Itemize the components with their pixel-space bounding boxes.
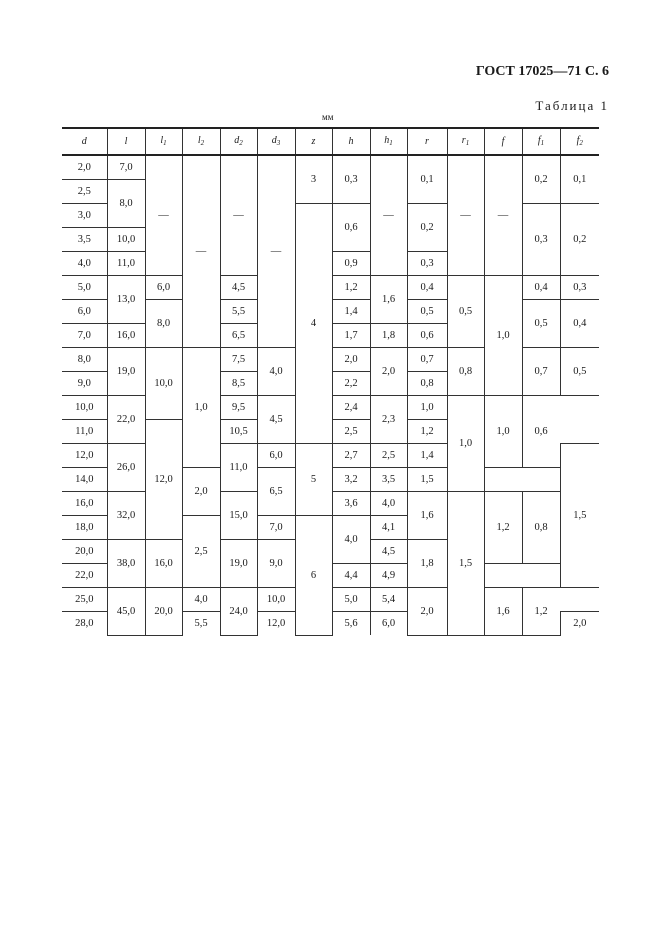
table-cell: 7,5 xyxy=(220,348,257,372)
table-cell: 12,0 xyxy=(62,444,107,468)
table-cell: 5 xyxy=(295,444,332,516)
table-cell: 1,5 xyxy=(407,468,447,492)
table-cell: 1,5 xyxy=(560,444,599,588)
table-cell: 4 xyxy=(295,204,332,444)
table-cell: 9,0 xyxy=(257,540,295,588)
table-cell: 22,0 xyxy=(107,396,145,444)
table-cell: 0,3 xyxy=(560,276,599,300)
table-cell: 1,2 xyxy=(522,588,560,636)
table-cell: 0,6 xyxy=(332,204,370,252)
table-cell: 2,0 xyxy=(332,348,370,372)
table-cell: 11,0 xyxy=(62,420,107,444)
table-cell: 4,0 xyxy=(332,516,370,564)
data-table xyxy=(62,127,599,636)
column-header xyxy=(370,128,407,155)
table-cell: 2,0 xyxy=(407,588,447,636)
table-cell: 2,0 xyxy=(182,468,220,516)
column-header-symbol: l xyxy=(124,136,128,147)
table-cell: 1,2 xyxy=(407,420,447,444)
table-cell: 5,4 xyxy=(370,588,407,612)
table-caption: Таблица 1 xyxy=(535,98,609,113)
table-cell: 0,5 xyxy=(522,300,560,348)
table-cell: 0,5 xyxy=(447,276,484,348)
table-cell: 5,5 xyxy=(182,612,220,636)
table-cell: 1,4 xyxy=(407,444,447,468)
table-cell: 5,0 xyxy=(62,276,107,300)
column-header xyxy=(447,128,484,155)
table-cell: 5,5 xyxy=(220,300,257,324)
table-cell: 0,5 xyxy=(560,348,599,396)
column-header-symbol: r xyxy=(425,136,429,147)
table-cell: 10,0 xyxy=(145,348,182,420)
table-cell: 13,0 xyxy=(107,276,145,324)
table-cell: 15,0 xyxy=(220,492,257,540)
table-cell: 4,0 xyxy=(370,492,407,516)
table-cell: 4,9 xyxy=(370,564,407,588)
table-cell: 0,3 xyxy=(407,252,447,276)
table-cell: 0,6 xyxy=(522,396,560,468)
table-cell: 12,0 xyxy=(257,612,295,636)
table-cell: 4,5 xyxy=(257,396,295,444)
column-header xyxy=(407,128,447,155)
table-cell: 38,0 xyxy=(107,540,145,588)
table-cell: 19,0 xyxy=(107,348,145,396)
column-header xyxy=(522,128,560,155)
table-cell: 7,0 xyxy=(257,516,295,540)
table-cell: 25,0 xyxy=(62,588,107,612)
table-cell: 20,0 xyxy=(62,540,107,564)
table-cell: 10,5 xyxy=(220,420,257,444)
table-cell: 8,0 xyxy=(145,300,182,348)
table-cell: 1,0 xyxy=(484,276,522,396)
table-cell: 1,5 xyxy=(447,492,484,636)
column-header-symbol: d xyxy=(81,136,87,147)
table-cell: 0,5 xyxy=(407,300,447,324)
table-cell: 14,0 xyxy=(62,468,107,492)
table-cell: 9,5 xyxy=(220,396,257,420)
column-header xyxy=(62,128,107,155)
table-cell: 0,1 xyxy=(560,155,599,204)
table-cell: 16,0 xyxy=(107,324,145,348)
table-cell: 1,2 xyxy=(332,276,370,300)
column-header xyxy=(295,128,332,155)
table-cell: 0,4 xyxy=(522,276,560,300)
table-cell: 0,8 xyxy=(522,492,560,564)
table-cell: 4,5 xyxy=(220,276,257,300)
table-cell: 7,0 xyxy=(107,155,145,180)
table-cell: 3,6 xyxy=(332,492,370,516)
table-cell: 0,2 xyxy=(407,204,447,252)
table-cell: — xyxy=(145,155,182,276)
table-cell: 0,1 xyxy=(407,155,447,204)
table-cell: 11,0 xyxy=(220,444,257,492)
table-cell: 0,6 xyxy=(407,324,447,348)
table-cell: 8,5 xyxy=(220,372,257,396)
table-cell: 9,0 xyxy=(62,372,107,396)
table-cell: 2,3 xyxy=(370,396,407,444)
table-cell: 5,0 xyxy=(332,588,370,612)
column-header-symbol: z xyxy=(311,136,316,147)
table-body xyxy=(62,155,599,635)
table-cell: 1,0 xyxy=(484,396,522,468)
table-cell: 0,8 xyxy=(407,372,447,396)
column-header xyxy=(257,128,295,155)
table-cell: 3 xyxy=(295,155,332,204)
table-cell: 3,5 xyxy=(370,468,407,492)
table-cell: 24,0 xyxy=(220,588,257,636)
column-header-symbol: f xyxy=(537,134,541,146)
table-cell: 1,0 xyxy=(182,348,220,468)
table-cell: 22,0 xyxy=(62,564,107,588)
column-header-subscript: 1 xyxy=(465,138,470,147)
column-header xyxy=(484,128,522,155)
table-cell: 0,4 xyxy=(560,300,599,348)
table-cell: 3,2 xyxy=(332,468,370,492)
table-cell: 0,2 xyxy=(560,204,599,276)
column-header-symbol: f xyxy=(576,134,580,146)
column-header-subscript: 1 xyxy=(540,138,545,147)
table-cell: 0,7 xyxy=(407,348,447,372)
table-cell: 4,1 xyxy=(370,516,407,540)
page-header: ГОСТ 17025—71 С. 6 xyxy=(475,64,609,79)
table-cell: 1,8 xyxy=(407,540,447,588)
table-cell: 4,5 xyxy=(370,540,407,564)
table-cell: 4,0 xyxy=(257,348,295,396)
table-cell: 11,0 xyxy=(107,252,145,276)
table-cell: 2,2 xyxy=(332,372,370,396)
table-cell: 4,0 xyxy=(182,588,220,612)
table-cell: 6,0 xyxy=(145,276,182,300)
table-cell: — xyxy=(370,155,407,276)
column-header-subscript: 1 xyxy=(389,138,393,147)
table-cell: 0,2 xyxy=(522,155,560,204)
table-cell: 4,0 xyxy=(62,252,107,276)
table-cell: 8,0 xyxy=(62,348,107,372)
column-header-symbol: d xyxy=(271,134,277,146)
table-cell: 3,0 xyxy=(62,204,107,228)
table-cell: 1,0 xyxy=(407,396,447,420)
table-cell: 2,5 xyxy=(332,420,370,444)
column-header-symbol: f xyxy=(501,136,505,147)
table-cell: 6,0 xyxy=(62,300,107,324)
table-cell: 16,0 xyxy=(62,492,107,516)
table-cell: 2,0 xyxy=(560,612,599,636)
table-cell: 45,0 xyxy=(107,588,145,636)
column-header xyxy=(145,128,182,155)
column-header-symbol: r xyxy=(461,134,466,146)
table-cell: 10,0 xyxy=(107,228,145,252)
table-cell: 10,0 xyxy=(257,588,295,612)
column-header-symbol: d xyxy=(234,134,240,146)
column-header-symbol: l xyxy=(197,134,201,146)
table-cell: 3,5 xyxy=(62,228,107,252)
table-cell: 28,0 xyxy=(62,612,107,636)
table-cell: 19,0 xyxy=(220,540,257,588)
table-cell: 8,0 xyxy=(107,180,145,228)
table-cell: 2,0 xyxy=(62,155,107,180)
column-header-subscript: 2 xyxy=(200,138,205,147)
table-cell: 32,0 xyxy=(107,492,145,540)
table-cell: 2,5 xyxy=(182,516,220,588)
table-cell: 18,0 xyxy=(62,516,107,540)
table-cell: 1,7 xyxy=(332,324,370,348)
table-cell: 1,6 xyxy=(370,276,407,324)
table-cell: 2,0 xyxy=(370,348,407,396)
table-cell: 0,8 xyxy=(447,348,484,396)
column-header-symbol: l xyxy=(160,134,164,146)
table-cell: 10,0 xyxy=(62,396,107,420)
table-cell: 0,3 xyxy=(522,204,560,276)
column-header-symbol: h xyxy=(384,134,390,146)
table-cell: 1,2 xyxy=(484,492,522,564)
table-cell: 6 xyxy=(295,516,332,636)
column-header xyxy=(220,128,257,155)
column-header xyxy=(107,128,145,155)
table-cell: — xyxy=(447,155,484,276)
table-header-row xyxy=(62,128,599,155)
table-cell: 12,0 xyxy=(145,420,182,540)
table-cell: 0,7 xyxy=(522,348,560,396)
table-cell: 6,5 xyxy=(257,468,295,516)
unit-label: мм xyxy=(322,112,334,122)
table-cell: — xyxy=(484,155,522,276)
table-cell: 0,3 xyxy=(332,155,370,204)
table-cell: 1,0 xyxy=(447,396,484,492)
table-cell: 2,4 xyxy=(332,396,370,420)
table-cell: 6,0 xyxy=(370,612,407,636)
column-header-subscript: 2 xyxy=(239,138,243,147)
table-cell: 6,0 xyxy=(257,444,295,468)
table-cell: 7,0 xyxy=(62,324,107,348)
table-cell: 4,4 xyxy=(332,564,370,588)
table-cell: — xyxy=(220,155,257,276)
table-cell: 0,9 xyxy=(332,252,370,276)
table-cell: 2,5 xyxy=(370,444,407,468)
table-row xyxy=(62,155,599,180)
table-cell: 1,8 xyxy=(370,324,407,348)
table-cell: 1,6 xyxy=(484,588,522,636)
table-cell: 2,7 xyxy=(332,444,370,468)
table-cell: — xyxy=(182,155,220,348)
table-cell: 1,4 xyxy=(332,300,370,324)
table-cell: 5,6 xyxy=(332,612,370,636)
table-cell: 20,0 xyxy=(145,588,182,636)
table-cell: 0,4 xyxy=(407,276,447,300)
column-header xyxy=(560,128,599,155)
column-header-symbol: h xyxy=(348,136,354,147)
column-header-subscript: 2 xyxy=(579,138,583,147)
table-cell: 26,0 xyxy=(107,444,145,492)
column-header-subscript: 3 xyxy=(276,138,281,147)
table-cell: 16,0 xyxy=(145,540,182,588)
table-cell: 2,5 xyxy=(62,180,107,204)
column-header-subscript: 1 xyxy=(163,138,167,147)
table-cell: 1,6 xyxy=(407,492,447,540)
table-cell: 6,5 xyxy=(220,324,257,348)
column-header xyxy=(332,128,370,155)
column-header xyxy=(182,128,220,155)
table-cell: — xyxy=(257,155,295,348)
